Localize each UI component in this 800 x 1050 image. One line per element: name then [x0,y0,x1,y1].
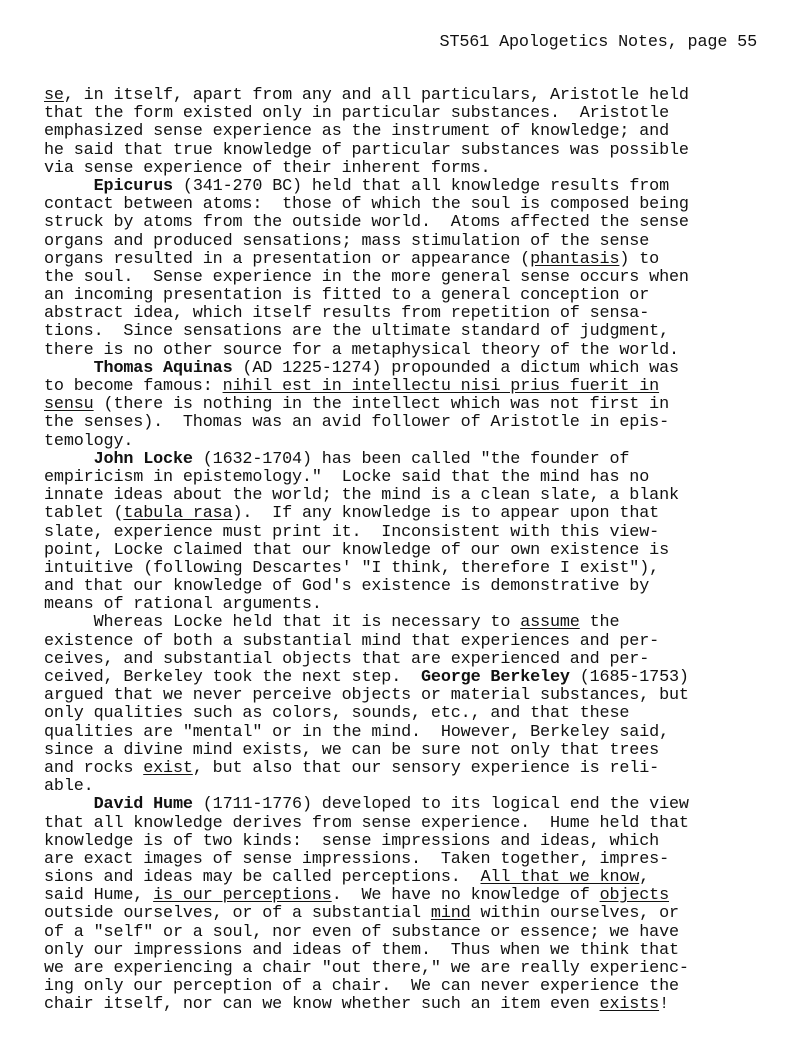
text-run: contact between atoms: those of which the soul is composed being [44,195,689,215]
underlined-text: tabula rasa [123,504,233,524]
text-run: the soul. Sense experience in the more general sense occurs when [44,267,689,287]
text-run: outside ourselves, or of a substantial [44,904,431,924]
text-run: Whereas Locke held that it is necessary to [44,613,521,633]
text-line [44,414,774,432]
text-line [44,633,774,651]
text-run: within ourselves, or [470,904,679,924]
text-line [44,360,774,378]
text-line [44,469,774,487]
text-line [44,833,774,851]
text-line [44,123,774,141]
text-run: tions. Since sensations are the ultimate standard of judgment, [44,322,669,342]
text-run: point, Locke claimed that our knowledge of our own existence is [44,540,669,560]
text-line [44,796,774,814]
text-line [44,451,774,469]
text-run: (there is nothing in the intellect which was not first in [93,395,669,415]
text-run: he said that true knowledge of particular substances was possible [44,140,689,160]
text-line [44,178,774,196]
bold-name: John Locke [93,449,193,469]
text-line [44,323,774,341]
text-line [44,487,774,505]
text-run: to become famous: [44,377,223,396]
bold-name: Epicurus [93,176,173,196]
text-run: existence of both a substantial mind that experiences and per- [44,631,660,651]
underlined-text: objects [599,886,670,906]
text-line [44,614,774,632]
text-line [44,669,774,687]
underlined-text: phantasis [530,249,620,269]
text-run: only qualities such as colors, sounds, etc., and that these [44,704,630,724]
text-line [44,596,774,614]
text-run: are exact images of sense impressions. Taken together, impres- [44,849,669,869]
text-run: and rocks [44,758,144,778]
text-run: chair itself, nor can we know whether such an item even [44,995,600,1015]
text-line [44,305,774,323]
text-run: ceived, Berkeley took the next step. [44,668,421,687]
text-run: , [639,868,650,888]
text-line [44,705,774,723]
text-line [44,433,774,451]
text-line [44,142,774,160]
text-run: the [579,613,620,633]
text-line [44,742,774,760]
text-run: empiricism in epistemology." Locke said that the mind has no [44,467,650,487]
text-line [44,869,774,887]
text-run: abstract idea, which itself results from repetition of sensa- [44,304,650,324]
underlined-text: nihil est in intellectu nisi prius fuerit in [222,377,660,396]
underlined-text: is our perceptions [153,886,332,906]
text-run: slate, experience must print it. Inconsistent with this view- [44,522,660,542]
text-run: (1632-1704) has been called "the founder of [192,449,630,469]
text-run [44,795,94,814]
text-run: qualities are "mental" or in the mind. However, Berkeley said, [44,722,669,742]
text-line [44,105,774,123]
text-line [44,651,774,669]
text-line [44,942,774,960]
text-run: ) to [619,249,660,269]
underlined-text: mind [430,904,471,924]
text-run: ing only our perception of a chair. We can never experience the [44,977,679,997]
text-run: of a "self" or a soul, nor even of substance or essence; we have [44,922,679,942]
text-run: innate ideas about the world; the mind is a clean slate, a blank [44,486,679,506]
text-line [44,560,774,578]
text-line [44,87,774,105]
underlined-text: se [44,86,64,105]
text-line [44,578,774,596]
text-run: and that our knowledge of God's existence is demonstrative by [44,577,650,597]
text-run: , but also that our sensory experience is reli- [192,758,660,778]
text-line [44,542,774,560]
text-line [44,687,774,705]
text-line [44,505,774,523]
text-line [44,214,774,232]
text-run: organs and produced sensations; mass stimulation of the sense [44,231,650,251]
text-run: argued that we never perceive objects or material substances, but [44,686,689,706]
bold-name: George Berkeley [420,668,570,687]
underlined-text: assume [520,613,580,633]
bold-name: David Hume [93,795,193,815]
text-run: able. [44,777,94,797]
text-run [44,450,94,469]
text-line [44,924,774,942]
text-run: ceives, and substantial objects that are experienced and per- [44,649,650,669]
text-line [44,815,774,833]
text-run: emphasized sense experience as the instrument of knowledge; and [44,122,669,142]
text-line [44,724,774,742]
text-line [44,342,774,360]
text-run: since a divine mind exists, we can be sure not only that trees [44,740,660,760]
text-run: . We have no knowledge of [331,886,600,906]
text-run: via sense experience of their inherent forms. [44,158,491,178]
text-line [44,287,774,305]
text-run: temology. [44,431,134,451]
text-run: (1711-1776) developed to its logical end the view [192,795,689,815]
text-run: (341-270 BC) held that all knowledge results from [172,176,670,196]
document-body [44,87,774,1015]
text-line [44,396,774,414]
text-run: intuitive (following Descartes' "I think, therefore I exist"), [44,558,660,578]
text-run: we are experiencing a chair "out there," we are really experienc- [44,959,689,978]
text-run: an incoming presentation is fitted to a general conception or [44,286,650,306]
text-line [44,760,774,778]
text-run: knowledge is of two kinds: sense impressions and ideas, which [44,831,660,851]
text-run: only our impressions and ideas of them. Thus when we think that [44,940,679,960]
text-run: , in itself, apart from any and all particulars, Aristotle held [63,86,689,105]
text-run: sions and ideas may be called perceptions. [44,868,481,888]
text-run: organs resulted in a presentation or appearance ( [44,249,531,269]
underlined-text: sensu [44,395,94,415]
text-line [44,160,774,178]
text-run: that all knowledge derives from sense experience. Hume held that [44,813,689,833]
text-line [44,269,774,287]
text-line [44,887,774,905]
text-line [44,960,774,978]
text-line [44,996,774,1014]
text-run: ! [659,995,669,1015]
text-run: tablet ( [44,504,124,524]
text-line [44,251,774,269]
text-run: ). If any knowledge is to appear upon that [232,504,660,524]
text-line [44,851,774,869]
text-run: said Hume, [44,886,154,906]
text-run [44,359,94,378]
bold-name: Thomas Aquinas [93,358,233,378]
text-run: there is no other source for a metaphysical theory of the world. [44,340,679,360]
text-line [44,378,774,396]
underlined-text: All that we know [480,868,640,888]
underlined-text: exists [599,995,660,1015]
text-line [44,524,774,542]
text-run [44,177,94,196]
page-header: ST561 Apologetics Notes, page 55 [439,33,757,52]
text-run: the senses). Thomas was an avid follower of Aristotle in epis- [44,413,669,433]
text-run: that the form existed only in particular substances. Aristotle [44,104,669,124]
text-line [44,778,774,796]
text-line [44,196,774,214]
text-line [44,233,774,251]
underlined-text: exist [143,758,193,778]
text-run: means of rational arguments. [44,595,322,615]
text-run: struck by atoms from the outside world. Atoms affected the sense [44,213,689,233]
text-run: (AD 1225-1274) propounded a dictum which was [232,358,679,378]
text-line [44,978,774,996]
text-line [44,905,774,923]
text-run: (1685-1753) [569,668,689,687]
